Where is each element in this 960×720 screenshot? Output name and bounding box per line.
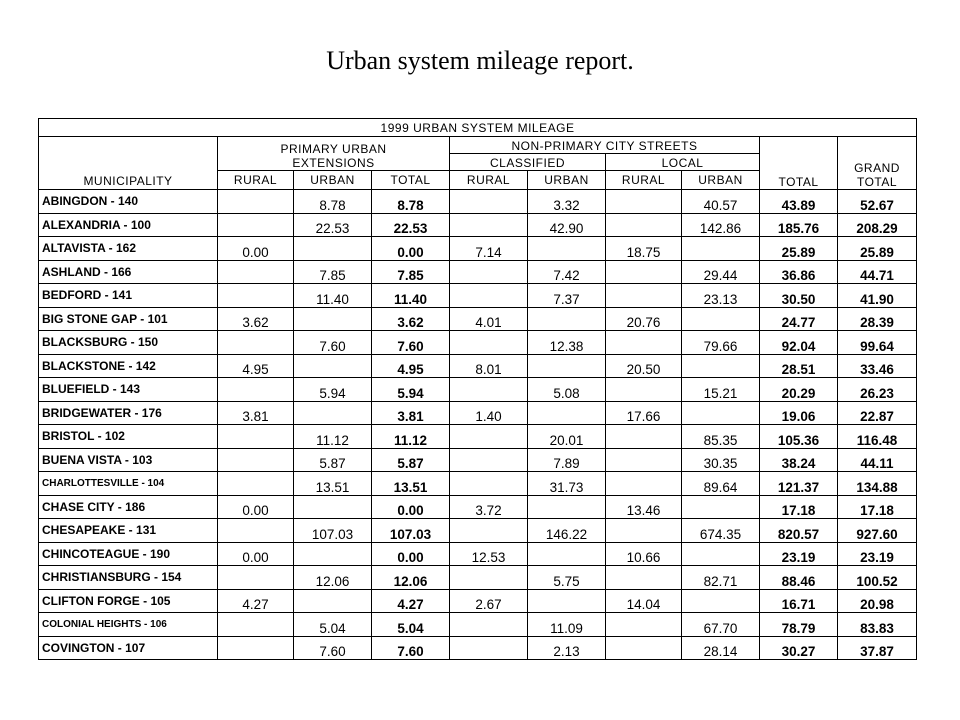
classified-urban-cell (528, 401, 606, 425)
municipality-cell: CHASE CITY - 186 (39, 495, 218, 519)
primary-urban-cell: 22.53 (294, 213, 372, 237)
primary-total-cell: 22.53 (372, 213, 450, 237)
local-urban-cell: 67.70 (682, 613, 760, 637)
local-rural-cell (606, 472, 682, 496)
local-rural-cell (606, 190, 682, 214)
grand-total-cell: 44.71 (838, 260, 917, 284)
primary-urban-cell: 11.12 (294, 425, 372, 449)
local-rural-cell (606, 378, 682, 402)
local-urban-cell: 40.57 (682, 190, 760, 214)
primary-rural-cell: 0.00 (218, 542, 294, 566)
table-body (39, 190, 917, 660)
page-title: Urban system mileage report. (326, 46, 634, 75)
classified-urban-cell (528, 354, 606, 378)
table-row (39, 425, 917, 449)
primary-urban-cell: 7.85 (294, 260, 372, 284)
classified-rural-cell (450, 284, 528, 308)
total-cell: 36.86 (760, 260, 838, 284)
classified-urban-cell (528, 307, 606, 331)
grand-total-cell: 37.87 (838, 636, 917, 660)
local-rural-cell: 10.66 (606, 542, 682, 566)
primary-rural-cell: 0.00 (218, 495, 294, 519)
local-rural-cell: 18.75 (606, 237, 682, 261)
primary-total-cell: 3.81 (372, 401, 450, 425)
classified-rural-cell (450, 613, 528, 637)
primary-rural-cell: 4.27 (218, 589, 294, 613)
primary-total-cell: 12.06 (372, 566, 450, 590)
total-cell: 30.27 (760, 636, 838, 660)
sub-header-classified: CLASSIFIED (450, 154, 606, 171)
group-header-nonprimary: NON-PRIMARY CITY STREETS (450, 137, 760, 154)
primary-rural-cell (218, 378, 294, 402)
local-rural-cell (606, 613, 682, 637)
local-urban-cell: 15.21 (682, 378, 760, 402)
primary-total-cell: 0.00 (372, 495, 450, 519)
primary-urban-cell (294, 237, 372, 261)
column-header-primary-rural: RURAL (218, 171, 294, 190)
local-rural-cell (606, 260, 682, 284)
classified-urban-cell: 5.08 (528, 378, 606, 402)
local-urban-cell (682, 401, 760, 425)
local-rural-cell (606, 331, 682, 355)
municipality-cell: BRISTOL - 102 (39, 425, 218, 449)
table-row (39, 307, 917, 331)
classified-urban-cell: 2.13 (528, 636, 606, 660)
classified-urban-cell (528, 495, 606, 519)
column-header-classified-urban: URBAN (528, 171, 606, 190)
primary-total-cell: 8.78 (372, 190, 450, 214)
table-row (39, 260, 917, 284)
primary-total-cell: 7.60 (372, 331, 450, 355)
classified-urban-cell: 42.90 (528, 213, 606, 237)
table-row (39, 190, 917, 214)
grand-total-cell: 100.52 (838, 566, 917, 590)
classified-urban-cell: 12.38 (528, 331, 606, 355)
total-cell: 78.79 (760, 613, 838, 637)
municipality-cell: BRIDGEWATER - 176 (39, 401, 218, 425)
grand-total-cell: 26.23 (838, 378, 917, 402)
local-urban-cell: 30.35 (682, 448, 760, 472)
local-urban-cell: 23.13 (682, 284, 760, 308)
total-cell: 820.57 (760, 519, 838, 543)
municipality-cell: CHARLOTTESVILLE - 104 (39, 472, 218, 496)
table-row (39, 589, 917, 613)
table-row (39, 448, 917, 472)
total-cell: 43.89 (760, 190, 838, 214)
grand-total-cell: 99.64 (838, 331, 917, 355)
total-cell: 19.06 (760, 401, 838, 425)
primary-urban-cell: 5.04 (294, 613, 372, 637)
primary-total-cell: 0.00 (372, 542, 450, 566)
local-rural-cell: 14.04 (606, 589, 682, 613)
total-cell: 20.29 (760, 378, 838, 402)
grand-total-cell: 208.29 (838, 213, 917, 237)
classified-rural-cell: 12.53 (450, 542, 528, 566)
primary-rural-cell: 3.62 (218, 307, 294, 331)
total-cell: 92.04 (760, 331, 838, 355)
municipality-cell: CHINCOTEAGUE - 190 (39, 542, 218, 566)
primary-total-cell: 7.85 (372, 260, 450, 284)
primary-total-cell: 5.04 (372, 613, 450, 637)
municipality-cell: BLACKSTONE - 142 (39, 354, 218, 378)
classified-rural-cell (450, 519, 528, 543)
local-urban-cell: 89.64 (682, 472, 760, 496)
primary-total-cell: 4.27 (372, 589, 450, 613)
classified-urban-cell: 11.09 (528, 613, 606, 637)
primary-rural-cell (218, 566, 294, 590)
local-urban-cell: 85.35 (682, 425, 760, 449)
local-urban-cell: 79.66 (682, 331, 760, 355)
municipality-cell: ALTAVISTA - 162 (39, 237, 218, 261)
primary-rural-cell (218, 213, 294, 237)
municipality-cell: BUENA VISTA - 103 (39, 448, 218, 472)
classified-urban-cell: 7.37 (528, 284, 606, 308)
table-row (39, 401, 917, 425)
table-row (39, 331, 917, 355)
total-cell: 25.89 (760, 237, 838, 261)
local-urban-cell (682, 354, 760, 378)
primary-urban-cell: 11.40 (294, 284, 372, 308)
primary-urban-cell: 7.60 (294, 636, 372, 660)
primary-rural-cell (218, 284, 294, 308)
municipality-cell: ALEXANDRIA - 100 (39, 213, 218, 237)
primary-total-cell: 4.95 (372, 354, 450, 378)
classified-rural-cell (450, 378, 528, 402)
classified-urban-cell: 5.75 (528, 566, 606, 590)
municipality-cell: CHESAPEAKE - 131 (39, 519, 218, 543)
grand-total-cell: 134.88 (838, 472, 917, 496)
grand-total-cell: 83.83 (838, 613, 917, 637)
primary-total-cell: 11.40 (372, 284, 450, 308)
local-urban-cell (682, 589, 760, 613)
primary-rural-cell: 4.95 (218, 354, 294, 378)
primary-total-cell: 5.94 (372, 378, 450, 402)
grand-total-cell: 52.67 (838, 190, 917, 214)
total-cell: 30.50 (760, 284, 838, 308)
local-rural-cell (606, 519, 682, 543)
classified-rural-cell: 8.01 (450, 354, 528, 378)
local-urban-cell (682, 542, 760, 566)
total-cell: 121.37 (760, 472, 838, 496)
sub-header-local: LOCAL (606, 154, 760, 171)
total-cell: 38.24 (760, 448, 838, 472)
municipality-cell: COLONIAL HEIGHTS - 106 (39, 613, 218, 637)
column-header-municipality: MUNICIPALITY (39, 137, 218, 190)
local-urban-cell: 142.86 (682, 213, 760, 237)
primary-rural-cell (218, 425, 294, 449)
table-row (39, 566, 917, 590)
primary-urban-cell: 12.06 (294, 566, 372, 590)
grand-total-cell: 927.60 (838, 519, 917, 543)
municipality-cell: BEDFORD - 141 (39, 284, 218, 308)
mileage-table (38, 112, 917, 660)
local-rural-cell (606, 566, 682, 590)
table-row (39, 284, 917, 308)
total-cell: 17.18 (760, 495, 838, 519)
grand-total-cell: 23.19 (838, 542, 917, 566)
primary-urban-cell: 13.51 (294, 472, 372, 496)
classified-urban-cell: 20.01 (528, 425, 606, 449)
local-rural-cell (606, 448, 682, 472)
primary-urban-cell: 8.78 (294, 190, 372, 214)
classified-urban-cell: 7.89 (528, 448, 606, 472)
local-rural-cell: 17.66 (606, 401, 682, 425)
table-row (39, 472, 917, 496)
grand-total-cell: 22.87 (838, 401, 917, 425)
municipality-cell: CLIFTON FORGE - 105 (39, 589, 218, 613)
grand-total-cell: 17.18 (838, 495, 917, 519)
column-header-primary-total: TOTAL (372, 171, 450, 190)
primary-urban-cell: 7.60 (294, 331, 372, 355)
grand-total-cell: 28.39 (838, 307, 917, 331)
local-rural-cell (606, 213, 682, 237)
primary-rural-cell: 0.00 (218, 237, 294, 261)
local-rural-cell (606, 425, 682, 449)
primary-urban-cell (294, 589, 372, 613)
primary-rural-cell (218, 472, 294, 496)
municipality-cell: BIG STONE GAP - 101 (39, 307, 218, 331)
classified-urban-cell: 7.42 (528, 260, 606, 284)
local-rural-cell (606, 636, 682, 660)
grand-total-cell: 41.90 (838, 284, 917, 308)
local-rural-cell: 13.46 (606, 495, 682, 519)
grand-total-cell: 33.46 (838, 354, 917, 378)
total-cell: 28.51 (760, 354, 838, 378)
primary-rural-cell: 3.81 (218, 401, 294, 425)
classified-rural-cell: 7.14 (450, 237, 528, 261)
column-header-total: TOTAL (760, 137, 838, 190)
local-rural-cell: 20.76 (606, 307, 682, 331)
classified-urban-cell (528, 589, 606, 613)
classified-rural-cell: 3.72 (450, 495, 528, 519)
local-urban-cell (682, 495, 760, 519)
municipality-cell: BLUEFIELD - 143 (39, 378, 218, 402)
table-row (39, 636, 917, 660)
local-urban-cell: 28.14 (682, 636, 760, 660)
total-cell: 88.46 (760, 566, 838, 590)
classified-urban-cell: 31.73 (528, 472, 606, 496)
municipality-cell: ASHLAND - 166 (39, 260, 218, 284)
total-cell: 24.77 (760, 307, 838, 331)
primary-total-cell: 13.51 (372, 472, 450, 496)
classified-urban-cell (528, 237, 606, 261)
total-cell: 16.71 (760, 589, 838, 613)
primary-urban-cell (294, 542, 372, 566)
local-urban-cell: 82.71 (682, 566, 760, 590)
grand-total-cell: 20.98 (838, 589, 917, 613)
classified-rural-cell (450, 331, 528, 355)
primary-total-cell: 0.00 (372, 237, 450, 261)
grand-total-cell: 44.11 (838, 448, 917, 472)
primary-urban-cell: 5.94 (294, 378, 372, 402)
classified-urban-cell (528, 542, 606, 566)
total-cell: 23.19 (760, 542, 838, 566)
classified-rural-cell (450, 260, 528, 284)
table-row (39, 378, 917, 402)
primary-urban-cell (294, 401, 372, 425)
primary-rural-cell (218, 519, 294, 543)
table-title: 1999 URBAN SYSTEM MILEAGE (39, 119, 917, 137)
table-row (39, 495, 917, 519)
primary-urban-cell (294, 307, 372, 331)
column-header-classified-rural: RURAL (450, 171, 528, 190)
table-row (39, 354, 917, 378)
classified-rural-cell (450, 472, 528, 496)
table-row (39, 213, 917, 237)
classified-rural-cell: 2.67 (450, 589, 528, 613)
primary-urban-cell: 107.03 (294, 519, 372, 543)
primary-rural-cell (218, 190, 294, 214)
column-header-grand-total: GRAND TOTAL (838, 137, 917, 190)
classified-rural-cell (450, 425, 528, 449)
primary-total-cell: 3.62 (372, 307, 450, 331)
primary-urban-cell (294, 354, 372, 378)
classified-rural-cell (450, 190, 528, 214)
grand-total-cell: 116.48 (838, 425, 917, 449)
total-cell: 105.36 (760, 425, 838, 449)
column-header-primary-urban: URBAN (294, 171, 372, 190)
primary-rural-cell (218, 260, 294, 284)
municipality-cell: CHRISTIANSBURG - 154 (39, 566, 218, 590)
classified-rural-cell (450, 448, 528, 472)
primary-total-cell: 7.60 (372, 636, 450, 660)
primary-total-cell: 11.12 (372, 425, 450, 449)
total-cell: 185.76 (760, 213, 838, 237)
table-row (39, 519, 917, 543)
primary-rural-cell (218, 613, 294, 637)
municipality-cell: BLACKSBURG - 150 (39, 331, 218, 355)
classified-rural-cell (450, 213, 528, 237)
municipality-cell: ABINGDON - 140 (39, 190, 218, 214)
column-header-local-rural: RURAL (606, 171, 682, 190)
grand-total-cell: 25.89 (838, 237, 917, 261)
classified-urban-cell: 146.22 (528, 519, 606, 543)
local-rural-cell: 20.50 (606, 354, 682, 378)
local-rural-cell (606, 284, 682, 308)
local-urban-cell: 29.44 (682, 260, 760, 284)
table-row (39, 237, 917, 261)
local-urban-cell (682, 307, 760, 331)
local-urban-cell: 674.35 (682, 519, 760, 543)
municipality-cell: COVINGTON - 107 (39, 636, 218, 660)
classified-rural-cell (450, 636, 528, 660)
primary-urban-cell (294, 495, 372, 519)
primary-total-cell: 107.03 (372, 519, 450, 543)
group-header-primary: PRIMARY URBAN EXTENSIONS (218, 137, 450, 171)
column-header-local-urban: URBAN (682, 171, 760, 190)
classified-rural-cell: 4.01 (450, 307, 528, 331)
primary-rural-cell (218, 448, 294, 472)
primary-urban-cell: 5.87 (294, 448, 372, 472)
table-row (39, 542, 917, 566)
classified-urban-cell: 3.32 (528, 190, 606, 214)
local-urban-cell (682, 237, 760, 261)
table-row (39, 613, 917, 637)
primary-total-cell: 5.87 (372, 448, 450, 472)
primary-rural-cell (218, 636, 294, 660)
classified-rural-cell (450, 566, 528, 590)
primary-rural-cell (218, 331, 294, 355)
classified-rural-cell: 1.40 (450, 401, 528, 425)
